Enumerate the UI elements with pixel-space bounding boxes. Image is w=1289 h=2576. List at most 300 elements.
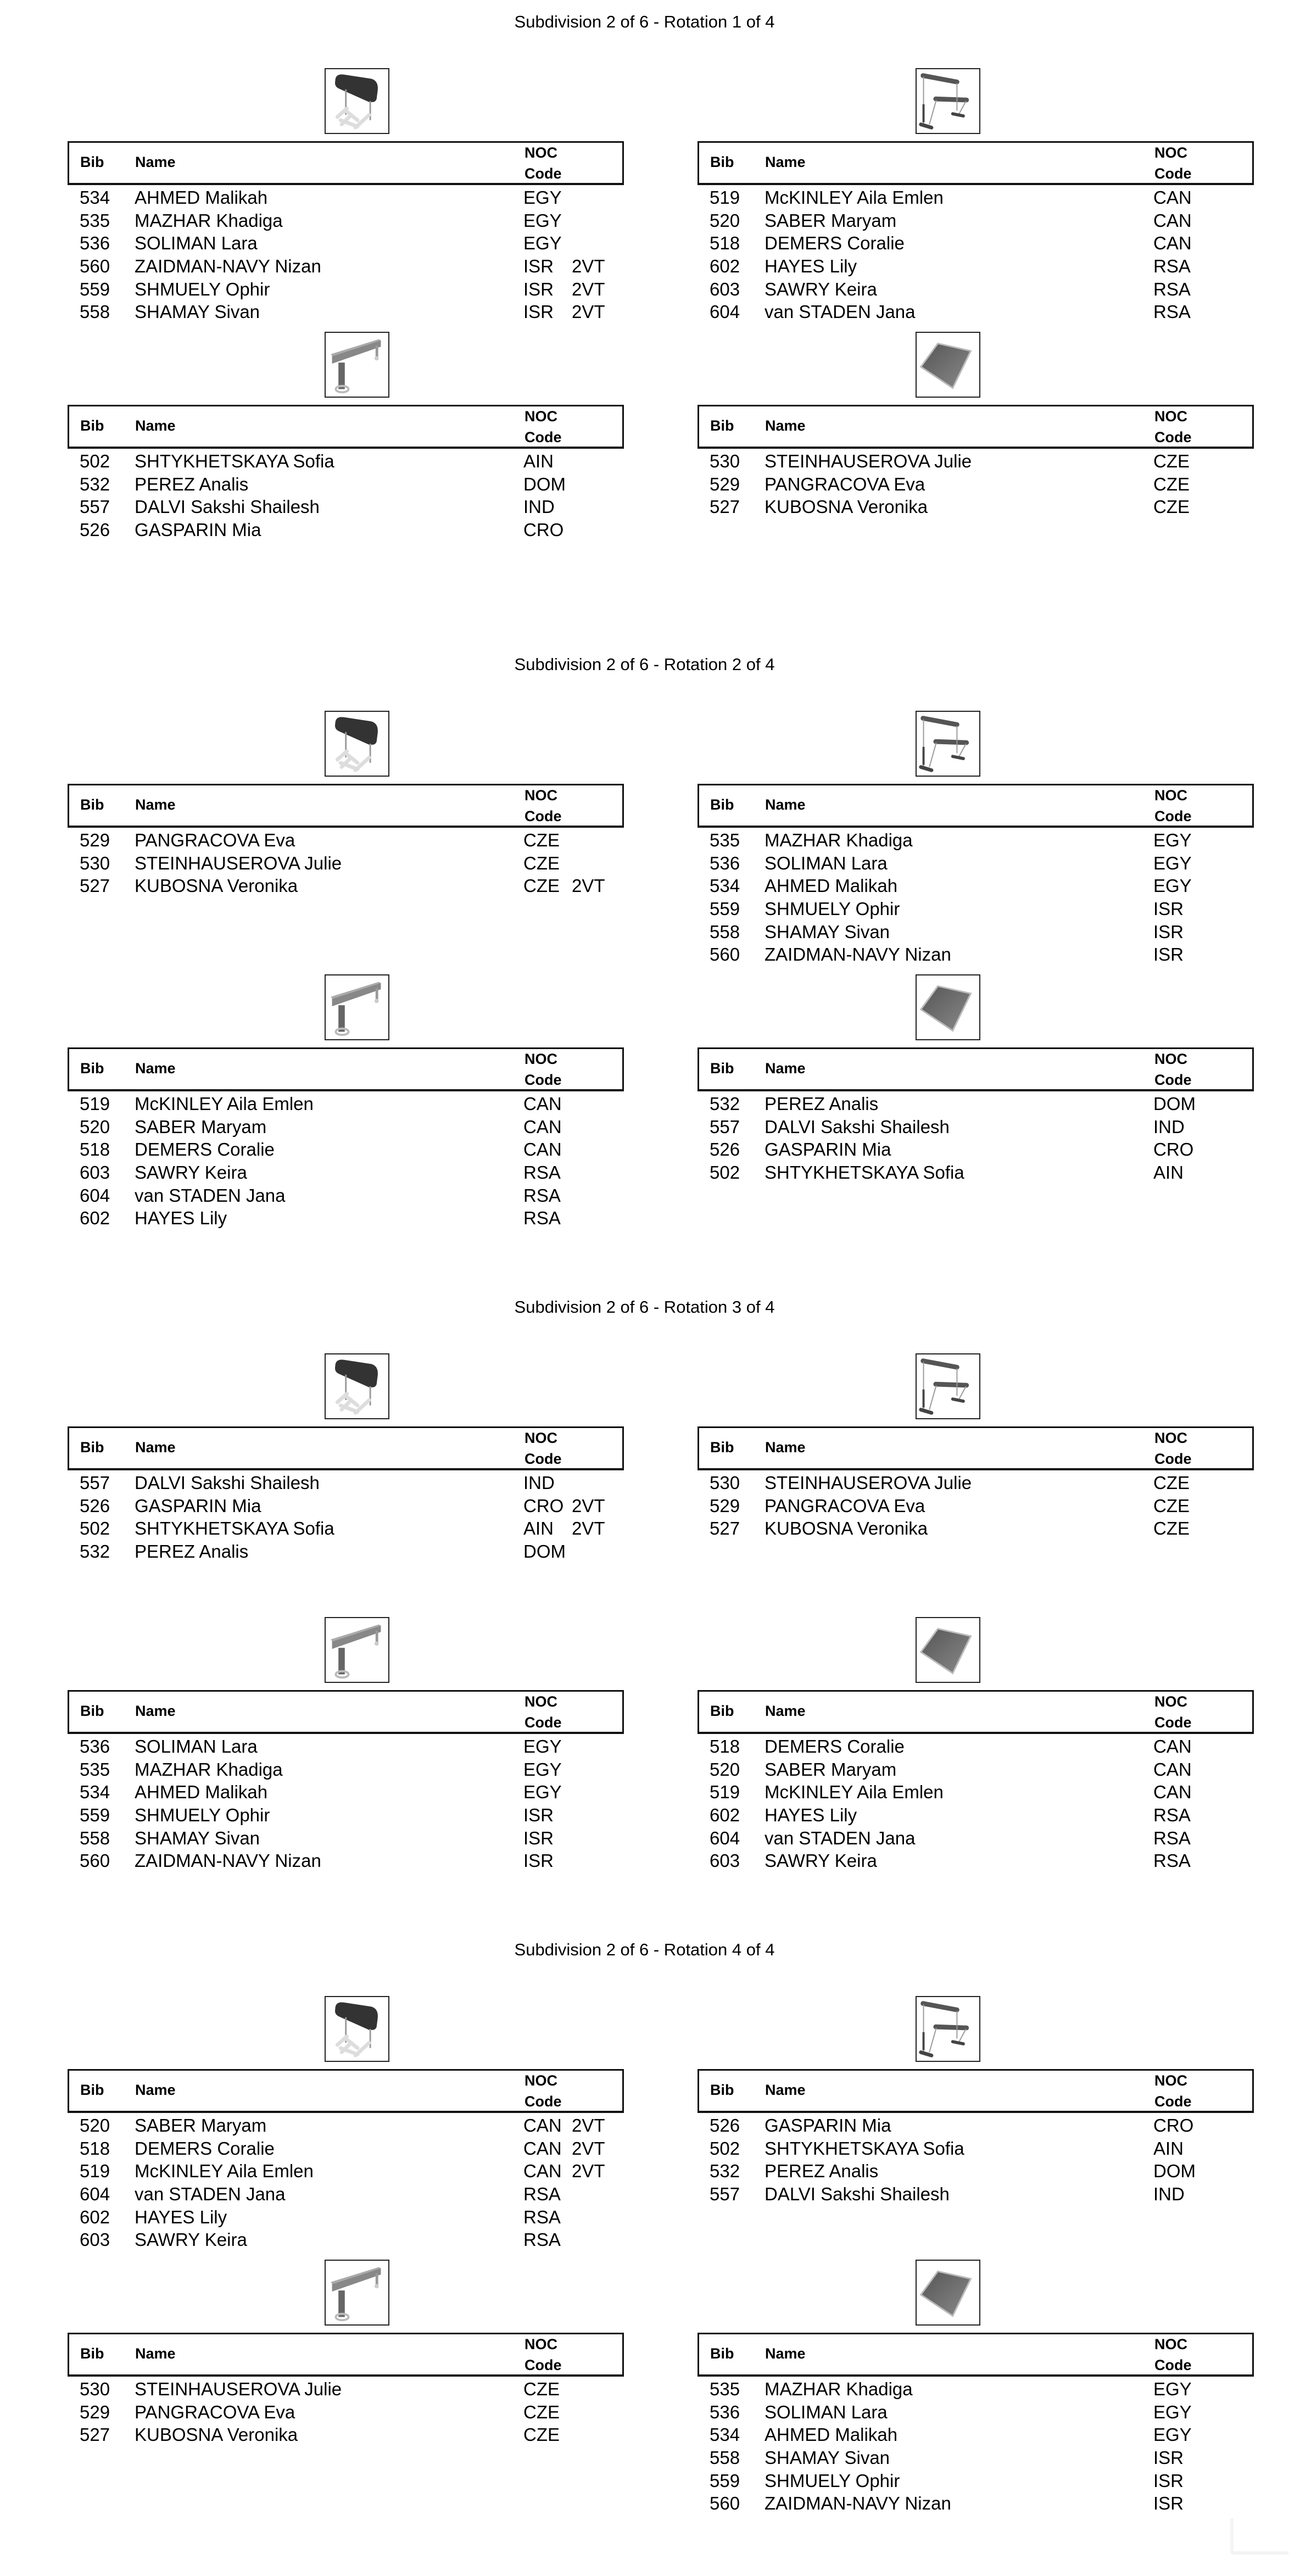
vault-icon [325,68,389,134]
apparatus-group-uneven-bars [697,1996,1254,2271]
noc-cell: CAN [1153,233,1192,254]
bib-cell: 557 [80,1473,110,1493]
noc-header-line2: Code [524,2357,562,2373]
bib-cell: 602 [80,2206,110,2227]
name-cell: DALVI Sakshi Shailesh [765,2184,950,2205]
noc-cell: CAN [523,1116,562,1137]
bib-cell: 532 [710,2161,740,2182]
bib-cell: 603 [80,2229,110,2250]
noc-cell: CAN [523,2161,562,2182]
name-cell: SABER Maryam [135,2115,267,2135]
table-body [697,450,1254,518]
noc-cell: CZE [523,852,560,873]
table-header [697,784,1254,828]
column-header-noc-code [1154,2334,1192,2376]
bib-cell: 527 [80,876,110,896]
noc-cell: ISR [1153,2447,1184,2468]
table-row [697,2160,1254,2183]
table-row [68,2378,624,2401]
rotation-title: Subdivision 2 of 6 - Rotation 4 of 4 [514,1940,775,1959]
table-body [68,1471,624,1563]
bib-cell: 535 [710,2379,740,2399]
noc-cell: ISR [523,256,554,277]
bib-cell: 604 [710,302,740,322]
noc-cell: DOM [1153,2161,1196,2182]
table-header [68,141,624,185]
table-row [68,1735,624,1758]
column-header-bib: Bib [710,2345,734,2362]
vault-attempts-note: 2VT [572,2115,605,2135]
table-row [68,852,624,875]
name-cell: PANGRACOVA Eva [765,1495,925,1516]
name-cell: van STADEN Jana [765,1827,916,1848]
column-header-bib: Bib [80,1703,104,1719]
table-row [68,209,624,232]
table-header [68,1047,624,1091]
name-cell: STEINHAUSEROVA Julie [135,852,342,873]
noc-header-line1: NOC [524,1051,557,1067]
noc-cell: RSA [1153,1827,1191,1848]
name-cell: SHAMAY Sivan [135,1827,260,1848]
name-cell: SHMUELY Ophir [765,899,900,919]
noc-cell: CZE [523,830,560,850]
noc-cell: AIN [1153,1162,1184,1183]
bib-cell: 603 [80,1162,110,1183]
name-cell: DEMERS Coralie [135,2138,275,2159]
name-cell: SHTYKHETSKAYA Sofia [135,451,334,471]
column-header-noc-code [1154,1428,1192,1469]
name-cell: McKINLEY Aila Emlen [135,1094,314,1114]
table-row [68,2401,624,2424]
table-body [68,1092,624,1230]
table-row [68,473,624,496]
name-cell: GASPARIN Mia [135,1495,261,1516]
noc-cell: EGY [1153,876,1192,896]
bib-cell: 535 [80,1759,110,1780]
table-row [697,2378,1254,2401]
bib-cell: 530 [710,451,740,471]
table-row [697,852,1254,875]
name-cell: ZAIDMAN-NAVY Nizan [135,1850,321,1871]
column-header-bib: Bib [710,154,734,170]
table-header [697,141,1254,185]
bib-cell: 536 [80,233,110,254]
table-body [697,1735,1254,1872]
vault-icon [325,1353,389,1419]
table-header [68,405,624,449]
table-row [68,1827,624,1850]
bib-cell: 529 [80,2401,110,2422]
column-header-name: Name [135,796,176,813]
name-cell: AHMED Malikah [765,2424,898,2445]
bib-cell: 530 [80,2379,110,2399]
bib-cell: 527 [80,2424,110,2445]
table-header [68,2333,624,2377]
noc-header-line2: Code [524,1714,562,1731]
bib-cell: 520 [710,1759,740,1780]
name-cell: PEREZ Analis [135,473,249,494]
bib-cell: 558 [80,302,110,322]
table-body [68,186,624,324]
table-header [697,1690,1254,1734]
noc-cell: CZE [1153,1473,1190,1493]
bib-cell: 602 [710,1805,740,1826]
noc-cell: RSA [1153,256,1191,277]
table-body [68,450,624,542]
noc-header-line2: Code [524,165,562,182]
table-row [697,495,1254,518]
table-body [697,2378,1254,2515]
noc-header-line1: NOC [1154,1693,1187,1710]
name-cell: SHTYKHETSKAYA Sofia [765,1162,964,1183]
noc-cell: EGY [523,187,562,208]
apparatus-group-uneven-bars [697,711,1254,985]
name-cell: GASPARIN Mia [765,2115,891,2135]
noc-cell: CZE [523,2401,560,2422]
table-row [697,2469,1254,2493]
bib-cell: 502 [710,2138,740,2159]
vault-attempts-note: 2VT [572,2161,605,2182]
noc-cell: RSA [523,1208,561,1229]
bib-cell: 527 [710,1518,740,1539]
noc-cell: EGY [523,1759,562,1780]
noc-header-line1: NOC [524,2072,557,2089]
rotation-title: Subdivision 2 of 6 - Rotation 3 of 4 [514,1297,775,1317]
noc-cell: IND [523,1473,555,1493]
name-cell: McKINLEY Aila Emlen [765,1782,944,1803]
name-cell: SHAMAY Sivan [135,302,260,322]
apparatus-group-floor [697,1617,1254,1892]
noc-cell: CAN [1153,1736,1192,1757]
name-cell: PEREZ Analis [765,2161,879,2182]
table-body [697,2114,1254,2206]
bib-cell: 559 [80,278,110,299]
rotation-block [0,1285,1289,1928]
noc-header-line2: Code [1154,1072,1192,1088]
noc-header-line1: NOC [524,144,557,161]
table-row [697,2137,1254,2160]
rotation-title: Subdivision 2 of 6 - Rotation 2 of 4 [514,655,775,674]
noc-header-line2: Code [524,429,562,445]
balance-beam-icon [325,974,389,1040]
table-row [68,1138,624,1161]
name-cell: PANGRACOVA Eva [135,830,295,850]
table-row [697,897,1254,921]
table-header [697,2069,1254,2113]
noc-cell: CZE [523,2424,560,2445]
table-row [697,1138,1254,1161]
vault-attempts-note: 2VT [572,2138,605,2159]
table-row [68,278,624,301]
column-header-noc-code [524,2070,562,2112]
bib-cell: 559 [710,2470,740,2491]
bib-cell: 526 [710,1139,740,1160]
noc-cell: RSA [1153,302,1191,322]
noc-cell: CAN [1153,1782,1192,1803]
noc-header-line2: Code [1154,1714,1192,1731]
noc-header-line2: Code [524,1072,562,1088]
table-row [68,518,624,542]
table-header [697,1047,1254,1091]
noc-cell: ISR [523,302,554,322]
bib-cell: 532 [710,1094,740,1114]
table-row [697,1517,1254,1540]
table-row [68,450,624,473]
column-header-noc-code [1154,406,1192,448]
column-header-noc-code [524,2334,562,2376]
table-row [68,1184,624,1207]
noc-cell: CZE [1153,497,1190,517]
column-header-name: Name [765,417,806,434]
bib-cell: 604 [80,2184,110,2205]
noc-cell: EGY [1153,2379,1192,2399]
noc-cell: RSA [1153,1805,1191,1826]
column-header-noc-code [1154,1691,1192,1733]
vault-attempts-note: 2VT [572,1495,605,1516]
name-cell: SOLIMAN Lara [135,233,258,254]
bib-cell: 529 [80,830,110,850]
noc-header-line1: NOC [1154,2336,1187,2352]
bib-cell: 518 [710,1736,740,1757]
noc-cell: EGY [1153,2424,1192,2445]
bib-cell: 519 [80,2161,110,2182]
column-header-noc-code [1154,2070,1192,2112]
table-row [68,1781,624,1804]
noc-cell: EGY [523,210,562,231]
table-row [68,874,624,897]
name-cell: HAYES Lily [135,2206,227,2227]
table-header [68,1690,624,1734]
bib-cell: 519 [80,1094,110,1114]
table-row [697,874,1254,897]
bib-cell: 532 [80,1541,110,1562]
column-header-noc-code [1154,1049,1192,1090]
table-header [697,1426,1254,1470]
column-header-name: Name [765,1439,806,1456]
uneven-bars-icon [916,1353,980,1419]
noc-cell: RSA [523,1185,561,1206]
table-header [697,2333,1254,2377]
table-row [68,495,624,518]
name-cell: SAWRY Keira [765,1850,877,1871]
bib-cell: 560 [710,2493,740,2514]
bib-cell: 603 [710,1850,740,1871]
table-row [68,300,624,324]
bib-cell: 558 [710,2447,740,2468]
name-cell: HAYES Lily [765,256,857,277]
noc-header-line1: NOC [524,2336,557,2352]
noc-cell: ISR [523,1805,554,1826]
table-row [697,829,1254,852]
bib-cell: 534 [710,876,740,896]
table-row [697,232,1254,255]
bib-cell: 502 [80,1518,110,1539]
floor-exercise-icon [916,974,980,1040]
table-body [697,1471,1254,1540]
table-body [697,829,1254,966]
table-row [697,2423,1254,2446]
table-row [68,2114,624,2137]
table-row [697,1161,1254,1184]
noc-cell: ISR [523,1850,554,1871]
table-row [68,1758,624,1781]
name-cell: HAYES Lily [765,1805,857,1826]
noc-cell: ISR [1153,944,1184,965]
bib-cell: 557 [80,497,110,517]
name-cell: SHTYKHETSKAYA Sofia [765,2138,964,2159]
table-body [697,186,1254,324]
table-row [68,2206,624,2229]
apparatus-group-uneven-bars [697,1353,1254,1628]
table-row [68,232,624,255]
noc-cell: EGY [523,1782,562,1803]
column-header-bib: Bib [710,1703,734,1719]
column-header-name: Name [765,796,806,813]
apparatus-group-vault [68,1353,624,1628]
bib-cell: 536 [80,1736,110,1757]
table-header [697,405,1254,449]
bib-cell: 557 [710,1116,740,1137]
noc-cell: CAN [523,2115,562,2135]
name-cell: SHAMAY Sivan [765,2447,890,2468]
noc-header-line2: Code [524,1451,562,1467]
table-row [697,209,1254,232]
bib-cell: 536 [710,852,740,873]
uneven-bars-icon [916,711,980,777]
noc-cell: ISR [1153,2493,1184,2514]
table-header [68,2069,624,2113]
table-body [68,829,624,897]
noc-cell: AIN [1153,2138,1184,2159]
name-cell: SABER Maryam [135,1116,267,1137]
floor-exercise-icon [916,1617,980,1683]
name-cell: SHTYKHETSKAYA Sofia [135,1518,334,1539]
column-header-noc-code [524,1049,562,1090]
bib-cell: 530 [710,1473,740,1493]
vault-attempts-note: 2VT [572,1518,605,1539]
table-row [697,1827,1254,1850]
vault-attempts-note: 2VT [572,278,605,299]
name-cell: SAWRY Keira [135,1162,247,1183]
balance-beam-icon [325,1617,389,1683]
table-row [697,473,1254,496]
noc-cell: CAN [523,1139,562,1160]
noc-cell: RSA [1153,278,1191,299]
table-row [697,1092,1254,1116]
noc-cell: IND [1153,1116,1185,1137]
column-header-name: Name [135,2345,176,2362]
noc-cell: CAN [523,2138,562,2159]
noc-header-line1: NOC [524,408,557,425]
noc-header-line1: NOC [1154,408,1187,425]
table-row [68,1207,624,1230]
column-header-name: Name [765,1060,806,1077]
noc-cell: AIN [523,451,554,471]
bib-cell: 526 [710,2115,740,2135]
noc-cell: CZE [1153,1495,1190,1516]
table-row [697,1849,1254,1872]
table-row [697,1781,1254,1804]
table-body [697,1092,1254,1184]
column-header-bib: Bib [80,2345,104,2362]
vault-attempts-note: 2VT [572,876,605,896]
name-cell: MAZHAR Khadiga [135,210,283,231]
table-row [68,1540,624,1563]
table-row [697,1804,1254,1827]
name-cell: McKINLEY Aila Emlen [135,2161,314,2182]
column-header-name: Name [135,1703,176,1719]
table-row [68,1092,624,1116]
name-cell: SAWRY Keira [765,278,877,299]
name-cell: KUBOSNA Veronika [135,2424,298,2445]
apparatus-group-balance-beam [68,332,624,606]
name-cell: AHMED Malikah [135,187,268,208]
bib-cell: 520 [80,1116,110,1137]
table-row [68,1161,624,1184]
table-row [68,2423,624,2446]
bib-cell: 527 [710,497,740,517]
name-cell: van STADEN Jana [135,1185,286,1206]
name-cell: DEMERS Coralie [135,1139,275,1160]
noc-cell: IND [523,497,555,517]
bib-cell: 558 [710,921,740,942]
noc-cell: RSA [523,2229,561,2250]
table-row [697,2446,1254,2469]
name-cell: SHMUELY Ophir [135,278,270,299]
column-header-noc-code [524,1691,562,1733]
table-row [697,2401,1254,2424]
apparatus-group-balance-beam [68,974,624,1249]
apparatus-group-balance-beam [68,2260,624,2534]
table-row [697,921,1254,944]
name-cell: STEINHAUSEROVA Julie [765,1473,972,1493]
table-row [68,2160,624,2183]
bib-cell: 559 [80,1805,110,1826]
apparatus-group-uneven-bars [697,68,1254,343]
noc-cell: EGY [523,233,562,254]
column-header-bib: Bib [710,1439,734,1456]
apparatus-group-floor [697,974,1254,1249]
table-row [68,1804,624,1827]
name-cell: MAZHAR Khadiga [765,2379,913,2399]
noc-cell: CRO [523,1495,564,1516]
table-row [68,1849,624,1872]
table-row [68,2137,624,2160]
column-header-noc-code [524,406,562,448]
table-header [68,784,624,828]
bib-cell: 604 [80,1185,110,1206]
noc-cell: DOM [1153,1094,1196,1114]
column-header-name: Name [765,2082,806,2098]
vault-icon [325,1996,389,2062]
noc-cell: DOM [523,473,566,494]
noc-header-line2: Code [1154,808,1192,824]
noc-header-line2: Code [1154,2093,1192,2110]
bib-cell: 502 [710,1162,740,1183]
name-cell: SHMUELY Ophir [765,2470,900,2491]
name-cell: PEREZ Analis [765,1094,879,1114]
name-cell: SAWRY Keira [135,2229,247,2250]
bib-cell: 559 [710,899,740,919]
noc-cell: CAN [1153,1759,1192,1780]
column-header-name: Name [765,154,806,170]
table-row [68,255,624,278]
bib-cell: 560 [710,944,740,965]
bib-cell: 530 [80,852,110,873]
table-row [697,186,1254,209]
column-header-bib: Bib [80,796,104,813]
bib-cell: 603 [710,278,740,299]
